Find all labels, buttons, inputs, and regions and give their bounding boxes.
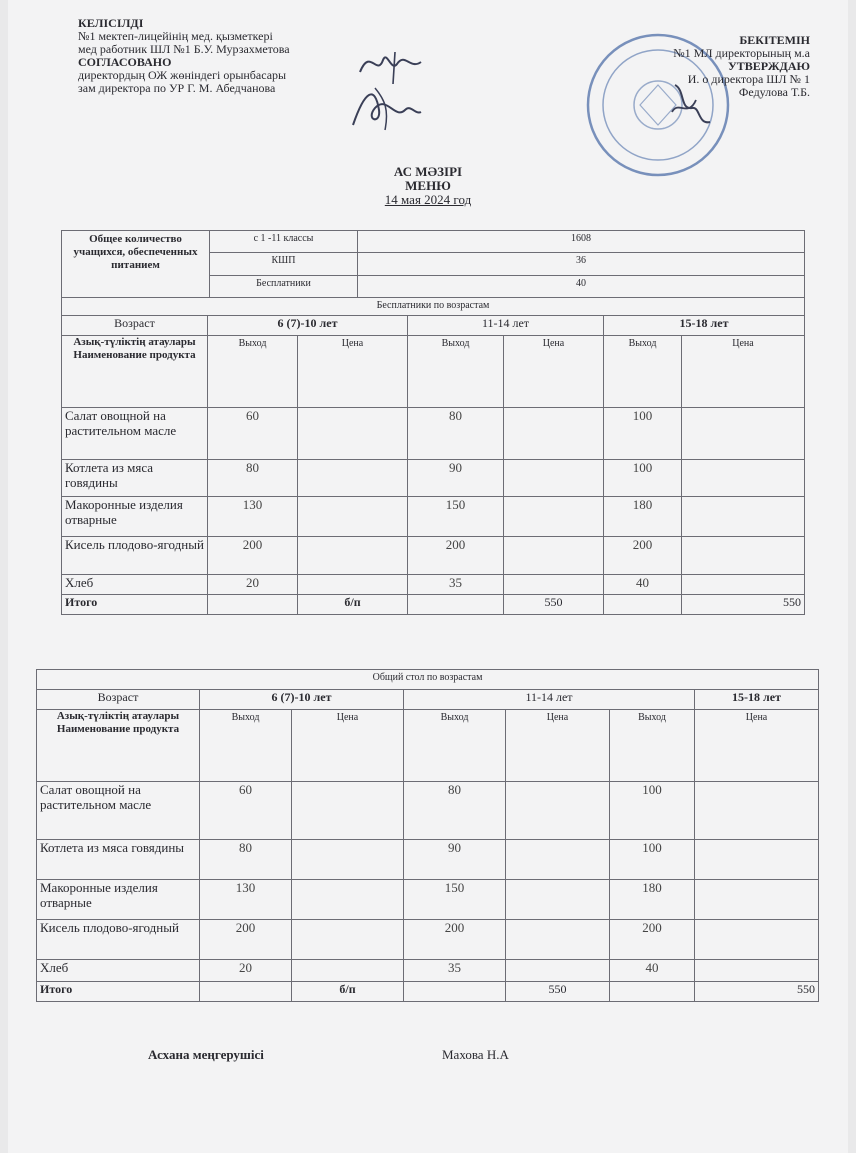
output-value: 35 [404,960,506,982]
summary-row-value: 1608 [358,231,805,253]
agreed-ru: СОГЛАСОВАНО [78,55,172,69]
product-name: Салат овощной на растительном масле [62,408,208,460]
summary-row-label: КШП [210,253,358,276]
table-row [62,408,805,460]
total-row [62,595,805,615]
output-header: Выход [408,336,504,408]
output-value: 180 [610,880,695,920]
med-worker-ru: мед работник ШЛ №1 Б.У. Мурзахметова [78,42,290,56]
product-name: Котлета из мяса говядины [37,840,200,880]
product-name: Котлета из мяса говядины [62,460,208,497]
output-value: 130 [200,880,292,920]
output-header: Выход [404,710,506,782]
menu-date: 14 мая 2024 год [384,192,472,207]
summary-row-value: 36 [358,253,805,276]
total-price: б/п [292,982,404,1002]
total-price: 550 [682,595,805,615]
table-row [37,782,819,840]
product-header: Азық-түліктің атаулары Наименование продукта [37,710,200,782]
approve-kz: БЕКІТЕМІН [739,33,810,47]
output-value: 60 [200,782,292,840]
table-row [62,460,805,497]
output-header: Выход [610,710,695,782]
product-name: Салат овощной на растительном масле [37,782,200,840]
canteen-head-role: Асхана меңгерушісі [148,1047,264,1062]
price-header: Цена [695,710,819,782]
deputy-kz: директордың ОЖ жөніндегі орынбасары [78,68,287,82]
title-ru: МЕНЮ [405,178,451,193]
summary-table [61,230,805,298]
total-price: 550 [695,982,819,1002]
output-value: 80 [208,460,298,497]
output-value: 180 [604,497,682,537]
output-value: 200 [200,920,292,960]
age-group: 15-18 лет [695,690,819,710]
price-header: Цена [298,336,408,408]
output-value: 130 [208,497,298,537]
output-value: 20 [208,575,298,595]
product-name: Хлеб [62,575,208,595]
table-row [62,575,805,595]
total-label: Итого [62,595,208,615]
approve-ru: УТВЕРЖДАЮ [727,59,810,73]
menu-title [0,165,856,207]
total-label: Итого [37,982,200,1002]
output-value: 60 [208,408,298,460]
table-caption: Бесплатники по возрастам [62,298,805,316]
age-label: Возраст [37,690,200,710]
age-group: 6 (7)-10 лет [200,690,404,710]
canteen-head-name: Махова Н.А [442,1047,509,1062]
director-name: Федулова Т.Б. [738,85,810,99]
approval-block-right [673,34,810,99]
output-value: 100 [604,408,682,460]
summary-row-label: Бесплатники [210,276,358,298]
output-value: 90 [408,460,504,497]
summary-label: Общее количество учащихся, обеспеченных питанием [62,231,210,298]
agreed-kz: КЕЛІСІЛДІ [78,16,144,30]
age-group: 11-14 лет [408,316,604,336]
product-name: Кисель плодово-ягодный [62,537,208,575]
output-value: 200 [208,537,298,575]
product-name: Макоронные изделия отварные [37,880,200,920]
output-header: Выход [208,336,298,408]
med-worker-kz: №1 мектеп-лицейінің мед. қызметкері [78,29,273,43]
output-header: Выход [604,336,682,408]
summary-row-label: с 1 -11 классы [210,231,358,253]
age-group: 15-18 лет [604,316,805,336]
title-kz: АС МӘЗІРІ [393,164,463,179]
product-name: Макоронные изделия отварные [62,497,208,537]
output-value: 200 [604,537,682,575]
director-kz: №1 МЛ директорының м.а [673,46,810,60]
total-price: 550 [504,595,604,615]
output-value: 20 [200,960,292,982]
total-price: б/п [298,595,408,615]
output-value: 150 [408,497,504,537]
price-header: Цена [504,336,604,408]
output-value: 80 [404,782,506,840]
output-value: 100 [610,782,695,840]
free-meals-table [61,297,805,615]
output-value: 200 [404,920,506,960]
general-table [36,669,819,1002]
output-value: 100 [604,460,682,497]
table-row [62,497,805,537]
table-row [62,537,805,575]
price-header: Цена [682,336,805,408]
output-value: 40 [604,575,682,595]
output-value: 40 [610,960,695,982]
output-header: Выход [200,710,292,782]
output-value: 200 [408,537,504,575]
table-caption: Общий стол по возрастам [37,670,819,690]
product-name: Кисель плодово-ягодный [37,920,200,960]
signature-2 [345,80,425,135]
summary-row-value: 40 [358,276,805,298]
output-value: 150 [404,880,506,920]
table-row [37,840,819,880]
price-header: Цена [506,710,610,782]
table-row [37,880,819,920]
output-value: 90 [404,840,506,880]
output-value: 80 [200,840,292,880]
deputy-ru: зам директора по УР Г. М. Абедчанова [78,81,276,95]
total-row [37,982,819,1002]
product-header: Азық-түліктің атаулары Наименование продукта [62,336,208,408]
price-header: Цена [292,710,404,782]
table-row [37,920,819,960]
output-value: 35 [408,575,504,595]
product-name: Хлеб [37,960,200,982]
table-row [37,960,819,982]
output-value: 100 [610,840,695,880]
output-value: 80 [408,408,504,460]
age-group: 11-14 лет [404,690,695,710]
summary-row [62,231,805,253]
age-label: Возраст [62,316,208,336]
total-price: 550 [506,982,610,1002]
director-ru: И. о директора ШЛ № 1 [687,72,810,86]
approval-block-left [78,17,290,95]
age-group: 6 (7)-10 лет [208,316,408,336]
output-value: 200 [610,920,695,960]
